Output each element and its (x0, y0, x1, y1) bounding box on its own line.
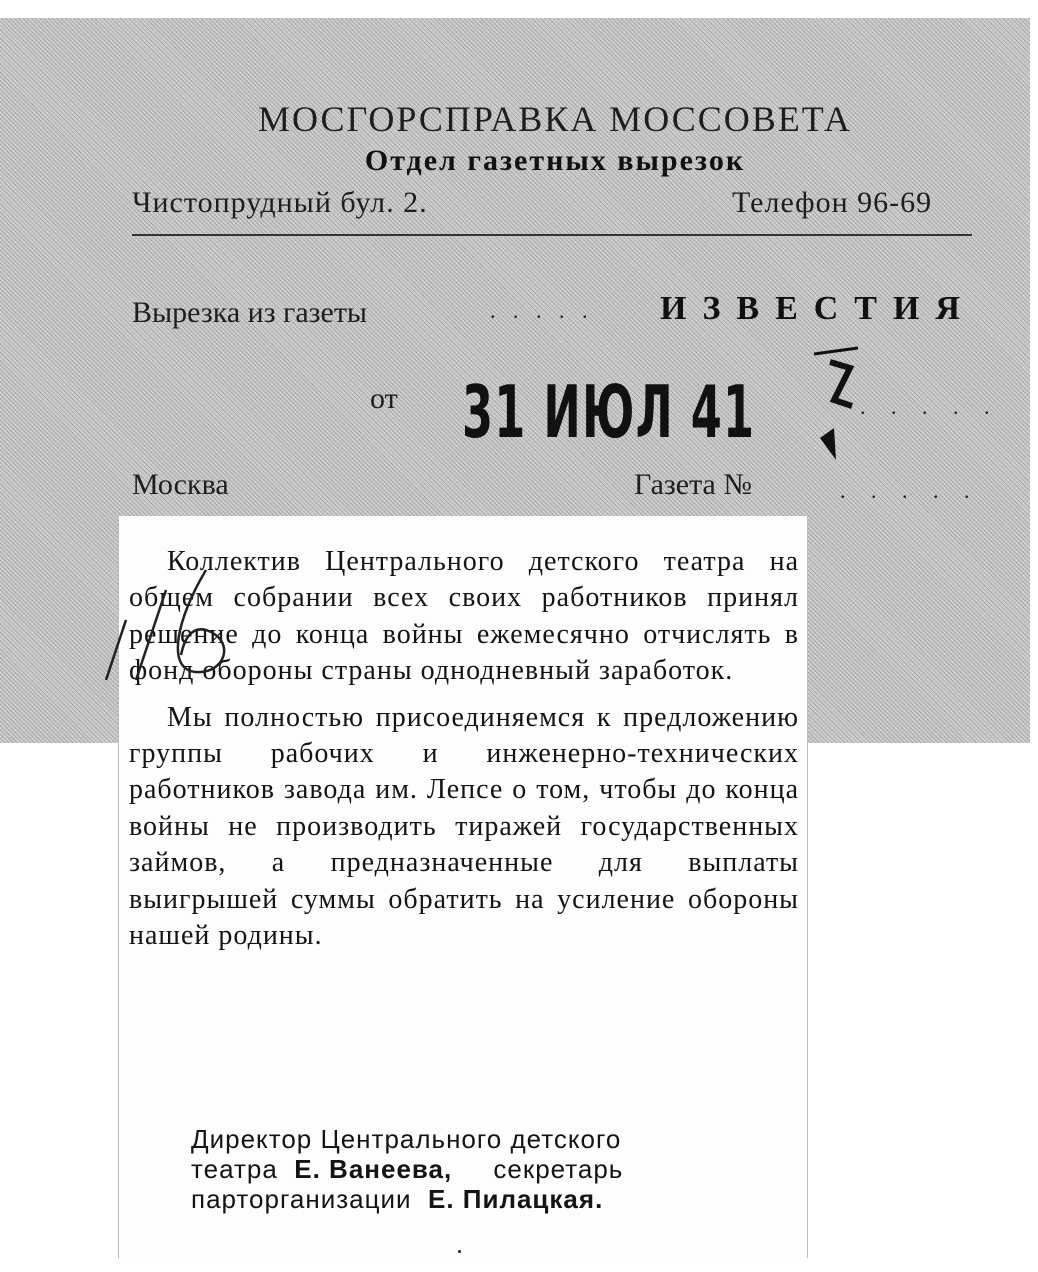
address: Чистопрудный бул. 2. (132, 186, 428, 219)
organization-title: МОСГОРСПРАВКА МОССОВЕТА (258, 99, 852, 139)
signature-line: театра Е. Ванеева, секретарь (191, 1154, 624, 1184)
print-speck (458, 1250, 461, 1253)
phone-number: Телефон 96-69 (732, 186, 933, 219)
director-name: Е. Ванеева, (294, 1154, 453, 1184)
clipping-label: Вырезка из газеты (132, 296, 368, 329)
article-paragraph: Коллектив Центрального детского театра на общем собрании всех своих работников принял решение до конца войны ежемесячно отчислять в фонд обороны страны однодневный заработок. (129, 546, 799, 687)
signature-line: парторганизации Е. Пилацкая. (191, 1184, 604, 1214)
issue-label: Газета № (634, 468, 752, 501)
date-stamp: 31 ИЮЛ 41 (462, 370, 756, 454)
date-leader-dots: . . . . . (860, 394, 1000, 419)
signature-line: Директор Центрального детского (191, 1124, 622, 1154)
date-label: от (370, 382, 398, 415)
article-body (129, 544, 799, 954)
article-signature (191, 1124, 771, 1214)
newspaper-name: ИЗВЕСТИЯ (660, 290, 976, 327)
newspaper-clipping (118, 516, 808, 1258)
leader-dots: . . . . . (490, 298, 594, 323)
secretary-name: Е. Пилацкая. (428, 1184, 604, 1214)
header-divider (132, 234, 972, 236)
stamp-ink-mark (800, 340, 870, 470)
department-name: Отдел газетных вырезок (364, 144, 746, 177)
issue-leader-dots: . . . . . (840, 478, 980, 503)
article-paragraph: Мы полностью присоединяемся к предложению группы рабочих и инженерно-технических работников завода им. Лепсе о том, чтобы до конца войны не производить тиражей государственных займов, а предназначенные для выплаты выигрышей суммы обратить на усиление обороны нашей родины. (129, 701, 799, 952)
city-label: Москва (132, 468, 229, 501)
